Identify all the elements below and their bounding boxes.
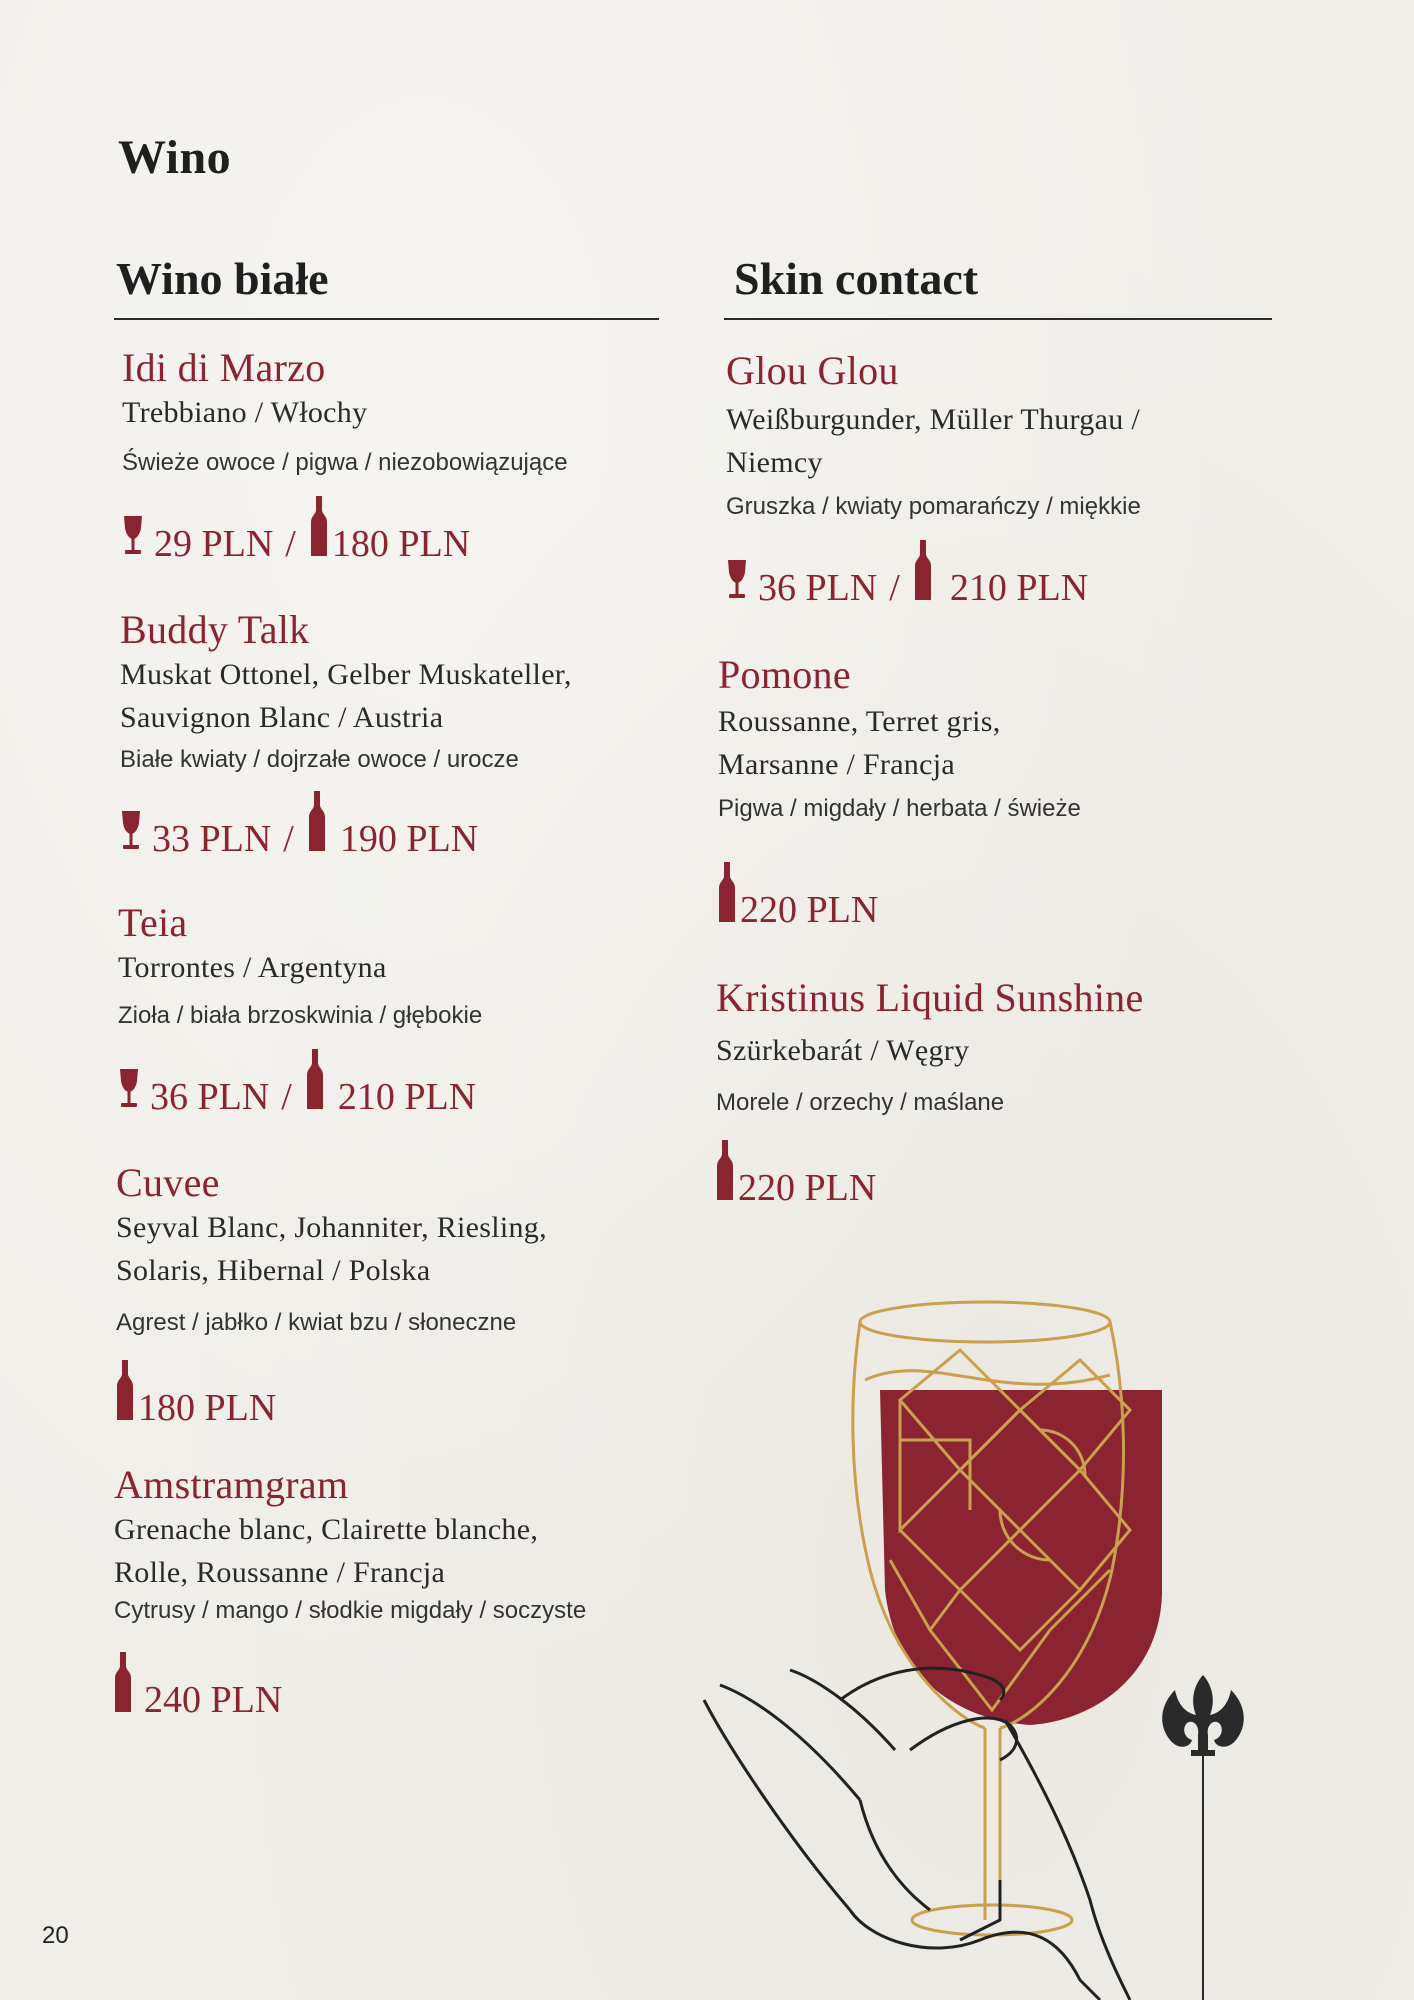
wine-grapes: Trebbiano / Włochy — [122, 396, 368, 429]
wine-price-row — [114, 1652, 674, 1720]
wine-name: Glou Glou — [726, 348, 899, 393]
wine-tasting-notes: Świeże owoce / pigwa / niezobowiązujące — [122, 449, 568, 476]
page-number: 20 — [42, 1922, 69, 1949]
wine-grapes: Muskat Ottonel, Gelber Muskateller, — [120, 658, 572, 691]
wine-grapes: Niemcy — [726, 446, 823, 479]
price-separator: / — [283, 818, 294, 860]
wine-price-row — [120, 791, 680, 859]
glass-price: 36 PLN — [150, 1076, 270, 1118]
wine-tasting-notes: Zioła / biała brzoskwinia / głębokie — [118, 1002, 483, 1029]
wine-tasting-notes: Agrest / jabłko / kwiat bzu / słoneczne — [116, 1309, 517, 1336]
wine-name: Idi di Marzo — [122, 345, 326, 390]
wine-grapes: Weißburgunder, Müller Thurgau / — [726, 403, 1140, 436]
wine-bottle-icon — [116, 1360, 134, 1428]
wine-bottle-icon — [914, 540, 932, 608]
wine-glass-icon — [122, 514, 144, 564]
section-title: Wino białe — [116, 253, 329, 304]
section-title: Skin contact — [734, 253, 979, 304]
hand-holding-wine-glass-illustration — [700, 1280, 1260, 2000]
wine-name: Kristinus Liquid Sunshine — [716, 975, 1144, 1020]
wine-glass-icon — [118, 1067, 140, 1117]
wine-item — [116, 1160, 676, 1428]
price-separator: / — [889, 567, 900, 609]
wine-grapes: Roussanne, Terret gris, — [718, 705, 1001, 738]
page-title: Wino — [118, 131, 232, 184]
wine-grapes: Marsanne / Francja — [718, 748, 955, 781]
wine-item — [718, 652, 1278, 930]
wine-grapes: Torrontes / Argentyna — [118, 951, 387, 984]
price-separator: / — [285, 523, 296, 565]
wine-bottle-icon — [308, 791, 326, 859]
wine-grapes: Rolle, Roussanne / Francja — [114, 1556, 446, 1589]
wine-grapes: Sauvignon Blanc / Austria — [120, 701, 444, 734]
bottle-price: 180 PLN — [138, 1387, 277, 1429]
wine-grapes: Seyval Blanc, Johanniter, Riesling, — [116, 1211, 547, 1244]
bottle-price: 220 PLN — [740, 889, 879, 931]
glass-price: 33 PLN — [152, 818, 272, 860]
wine-name: Amstramgram — [114, 1462, 349, 1507]
wine-bottle-icon — [718, 862, 736, 930]
wine-grapes: Szürkebarát / Węgry — [716, 1034, 970, 1067]
wine-tasting-notes: Cytrusy / mango / słodkie migdały / soczyste — [114, 1597, 587, 1624]
wine-bottle-icon — [114, 1652, 132, 1720]
wine-price-row — [726, 540, 1286, 608]
wine-glass-icon — [120, 809, 142, 859]
glass-price: 29 PLN — [154, 523, 274, 565]
wine-price-row — [716, 1140, 1276, 1208]
bottle-price: 180 PLN — [331, 523, 471, 565]
wine-bottle-icon — [310, 496, 328, 564]
wine-price-row — [118, 1049, 678, 1117]
bottle-price: 190 PLN — [339, 818, 479, 860]
wine-item — [726, 348, 1286, 608]
wine-glass-icon — [726, 558, 748, 608]
wine-price-row — [718, 862, 1278, 930]
wine-tasting-notes: Gruszka / kwiaty pomarańczy / miękkie — [726, 493, 1141, 520]
wine-grapes: Solaris, Hibernal / Polska — [116, 1254, 431, 1287]
wine-grapes: Grenache blanc, Clairette blanche, — [114, 1513, 539, 1546]
price-separator: / — [281, 1076, 292, 1118]
glass-price: 36 PLN — [758, 567, 878, 609]
wine-item — [716, 975, 1276, 1208]
wine-name: Teia — [118, 900, 188, 945]
wine-name: Cuvee — [116, 1160, 220, 1205]
wine-name: Buddy Talk — [120, 607, 310, 652]
wine-bottle-icon — [306, 1049, 324, 1117]
section-divider — [724, 318, 1272, 320]
wine-bottle-icon — [716, 1140, 734, 1208]
wine-name: Pomone — [718, 652, 851, 697]
section-divider — [114, 318, 659, 320]
bottle-price: 220 PLN — [738, 1167, 877, 1209]
bottle-price: 210 PLN — [337, 1076, 477, 1118]
wine-item — [114, 1462, 674, 1720]
bottle-price: 210 PLN — [949, 567, 1089, 609]
wine-price-row — [122, 496, 682, 564]
wine-tasting-notes: Pigwa / migdały / herbata / świeże — [718, 795, 1081, 822]
bottle-price: 240 PLN — [144, 1679, 283, 1721]
wine-tasting-notes: Białe kwiaty / dojrzałe owoce / urocze — [120, 746, 519, 773]
wine-item — [118, 900, 678, 1117]
wine-item — [122, 345, 682, 564]
wine-price-row — [116, 1360, 676, 1428]
fleur-de-lis-icon — [1162, 1675, 1244, 2000]
wine-tasting-notes: Morele / orzechy / maślane — [716, 1089, 1005, 1116]
wine-item — [120, 607, 680, 859]
